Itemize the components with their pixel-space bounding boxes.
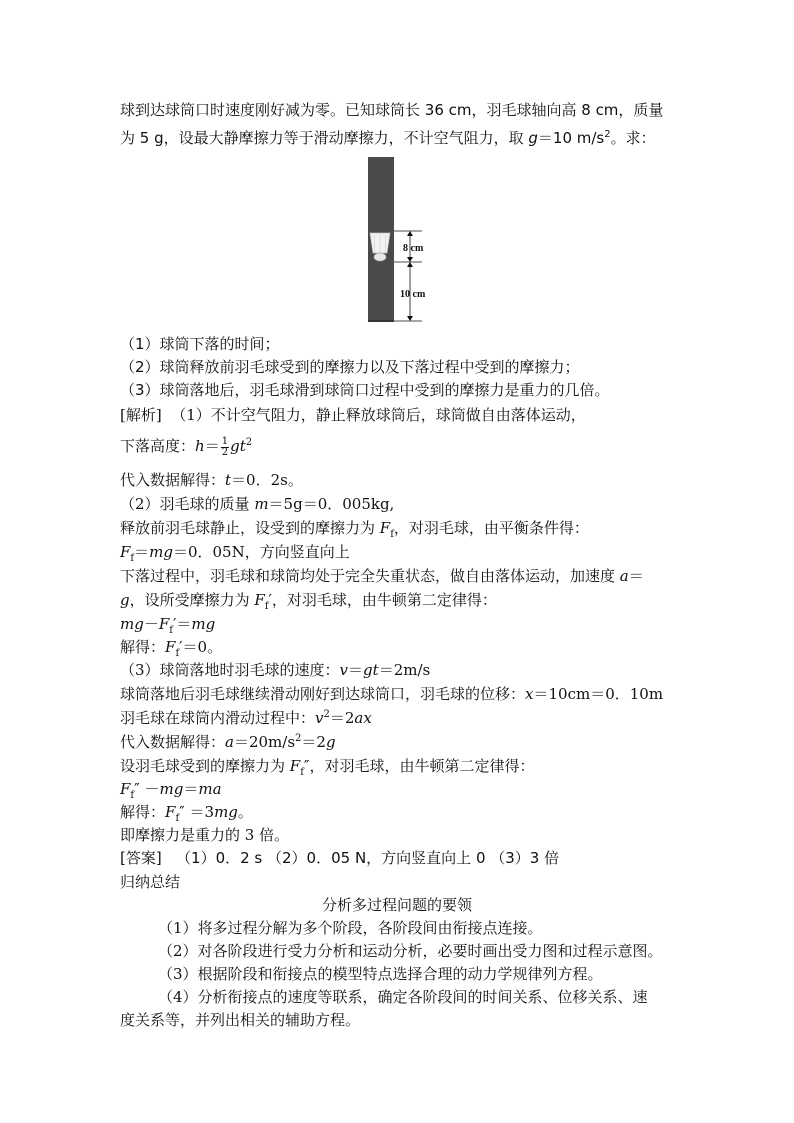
- intro-line-1: 球到达球筒口时速度刚好减为零。已知球筒长 36 cm，羽毛球轴向高 8 cm，质量: [120, 101, 664, 119]
- fraction-half: $\frac{1}{2}$: [221, 435, 229, 458]
- analysis-line-14: 代入数据解得：$a=20m/s^2=2g$: [120, 733, 336, 751]
- question-2: （2）球筒释放前羽毛球受到的摩擦力以及下落过程中受到的摩擦力；: [120, 358, 580, 376]
- answer-line: [答案] （1）0．2 s （2）0．05 N，方向竖直向上 0 （3）3 倍: [120, 849, 560, 867]
- analysis-line-13: 羽毛球在球筒内滑动过程中：$v^2=2ax$: [120, 709, 372, 727]
- label-10cm: 10 cm: [400, 289, 426, 300]
- summary-point-4-cont: 度关系等，并列出相关的辅助方程。: [120, 1011, 361, 1029]
- analysis-line-3: 代入数据解得：t＝0．2s。: [120, 471, 303, 489]
- analysis-line-12: 球筒落地后羽毛球继续滑动刚好到达球筒口，羽毛球的位移：x＝10cm＝0．10m: [120, 685, 664, 703]
- analysis-line-17: 解得：$F_f'' =3mg$。: [120, 803, 253, 824]
- question-1: （1）球筒下落的时间；: [120, 335, 280, 353]
- summary-heading: 归纳总结: [120, 873, 181, 891]
- analysis-line-5: 释放前羽毛球静止，设受到的摩擦力为 $F_f$，对羽毛球，由平衡条件得：: [120, 519, 589, 540]
- analysis-line-7: 下落过程中，羽毛球和球筒均处于完全失重状态，做自由落体运动，加速度 a＝: [120, 567, 644, 585]
- question-3: （3）球筒落地后，羽毛球滑到球筒口过程中受到的摩擦力是重力的几倍。: [120, 381, 610, 399]
- intro-line-2: 为 5 g，设最大静摩擦力等于滑动摩擦力，不计空气阻力，取 g＝10 $m/s^2$。求：: [120, 129, 656, 147]
- analysis-tag: [解析]: [120, 406, 162, 424]
- analysis-line-10: 解得：$F_f'=0$。: [120, 638, 223, 659]
- analysis-line-8: g，设所受摩擦力为 $F_f'$，对羽毛球，由牛顿第二定律得：: [120, 591, 497, 612]
- analysis-line-1: [解析] （1）不计空气阻力，静止释放球筒后，球筒做自由落体运动，: [120, 406, 586, 424]
- answer-tag: [答案]: [120, 849, 162, 867]
- tube-figure: [360, 155, 440, 325]
- analysis-line-4: （2）羽毛球的质量 m＝5g＝0．005kg,: [120, 495, 395, 513]
- analysis-line-11: （3）球筒落地时羽毛球的速度：v＝gt＝2m/s: [120, 661, 431, 679]
- summary-title: 分析多过程问题的要领: [321, 896, 472, 914]
- analysis-line-6: $F_f=mg=0$．05N，方向竖直向上: [120, 543, 350, 564]
- summary-point-3: （3）根据阶段和衔接点的模型特点选择合理的动力学规律列方程。: [158, 965, 603, 983]
- analysis-line-15: 设羽毛球受到的摩擦力为 $F_f''$，对羽毛球，由牛顿第二定律得：: [120, 757, 535, 778]
- summary-point-2: （2）对各阶段进行受力分析和运动分析，必要时画出受力图和过程示意图。: [158, 942, 663, 960]
- summary-point-4: （4）分析衔接点的速度等联系，确定各阶段间的时间关系、位移关系、速: [158, 988, 648, 1006]
- analysis-line-16: $F_f'' -mg=ma$: [120, 780, 222, 801]
- label-8cm: 8 cm: [403, 243, 424, 254]
- analysis-line-2: 下落高度：h＝ $\frac{1}{2}$ $gt^2$: [120, 435, 253, 458]
- analysis-line-18: 即摩擦力是重力的 3 倍。: [120, 826, 290, 844]
- analysis-line-9: $mg-F_f'=mg$: [120, 615, 216, 636]
- summary-point-1: （1）将多过程分解为多个阶段，各阶段间由衔接点连接。: [158, 919, 543, 937]
